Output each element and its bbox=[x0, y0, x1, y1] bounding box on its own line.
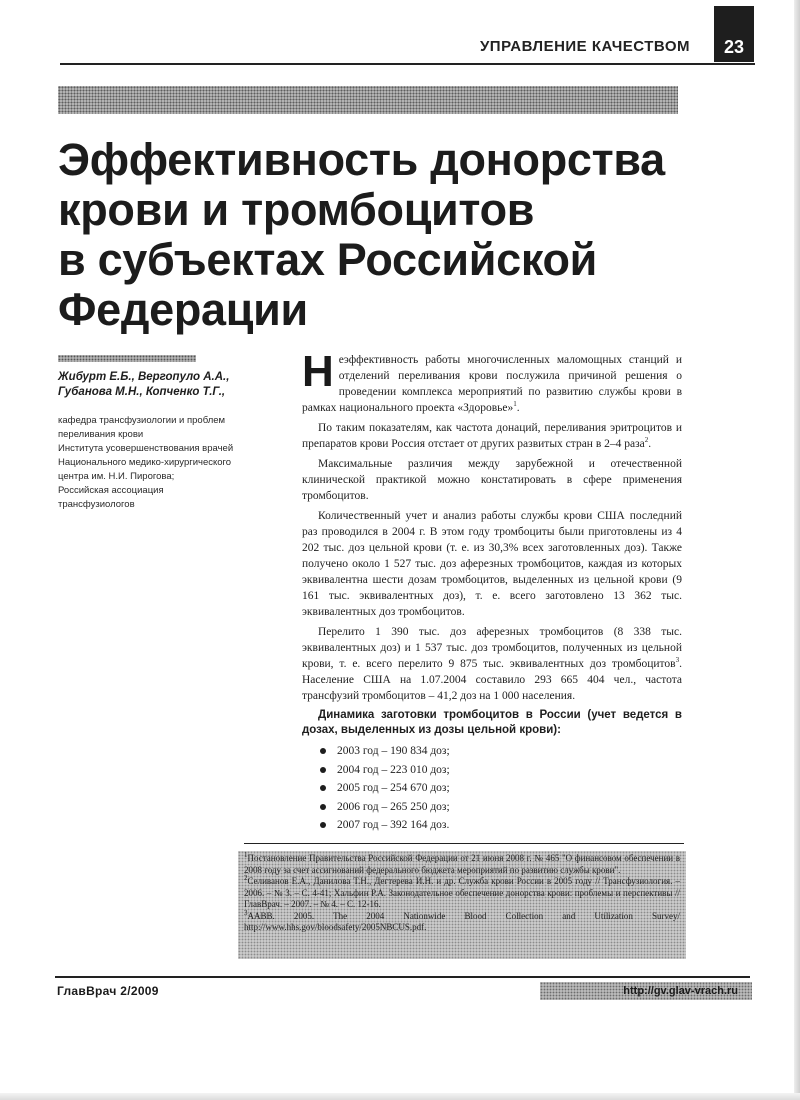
footnote-ref: 2 bbox=[644, 436, 649, 445]
footer-rule bbox=[55, 976, 750, 978]
page-number: 23 bbox=[714, 6, 754, 62]
author-halftone-band bbox=[58, 355, 196, 362]
dynamics-heading: Динамика заготовки тромбоцитов в России (учет ведется в дозах, выделенных из дозы цельной крови): bbox=[302, 709, 682, 736]
title-line: крови и тромбоцитов bbox=[58, 184, 535, 235]
affiliation-line: Российская ассоциация bbox=[58, 485, 164, 496]
affiliation-line: Национального медико-хирургического bbox=[58, 457, 232, 468]
body-paragraph: Количественный учет и анализ работы службы крови США последний раз проводился в 2004 г. В этом году тромбоциты были приготовлены из 4 202 тыс. доз цельной крови (т. е. из 30,3% всех заготовленных доз). Также получено около 1 527 тыс. доз аферезных тромбоцитов, каждая из которых эквивалентна шести дозам тромбоцитов, выделенных из цельной крови (9 161 тыс. эквивалентных доз), т. е. всего заготовлено 13 362 тыс. эквивалентных доз тромбоцитов. bbox=[302, 510, 682, 618]
footnote: $^1$Постановление Правительства Российской Федерации от 21 июня 2008 г. № 465 "О финансовом обеспечении в 2008 году за счет ассигнований федерального бюджета мероприятий по развитию службы крови". bbox=[244, 851, 680, 875]
footnotes bbox=[238, 851, 686, 959]
header-rule bbox=[60, 63, 755, 65]
footnote-rule bbox=[244, 843, 684, 844]
authors-line: Жибурт Е.Б., Вергопуло А.А., bbox=[58, 371, 230, 383]
footnote: $^2$Селиванов Е.А., Данилова Т.Н., Дегтерева И.Н. и др. Служба крови России в 2005 году // Трансфузиология. – 2006. – № 3. – С. 4-41; Хальфин Р.А. Законодательное обеспечение донорства крови: проблемы и перспективы // ГлавВрач. – 2007. – № 4. – С. 12-16. bbox=[244, 874, 680, 909]
affiliation-line: Института усовершенствования врачей bbox=[58, 443, 234, 454]
list-item: 2003 год – 190 834 доз; bbox=[320, 742, 682, 761]
authors-line: Губанова М.Н., Копченко Т.Г., bbox=[58, 385, 226, 398]
article-body bbox=[302, 347, 682, 835]
bullet-icon bbox=[320, 767, 326, 773]
article-title bbox=[58, 135, 698, 335]
bullet-icon bbox=[320, 785, 326, 791]
scan-edge bbox=[794, 0, 800, 1100]
drop-cap: Н bbox=[302, 347, 334, 396]
footnote-ref: 3 bbox=[675, 656, 680, 665]
body-paragraph: Максимальные различия между зарубежной и отечественной клинической практикой можно констатировать в сфере применения тромбоцитов. bbox=[302, 458, 682, 502]
list-item: 2005 год – 254 670 доз; bbox=[320, 779, 682, 798]
footnote: $^3$AABB. 2005. The 2004 Nationwide Blood Collection and Utilization Survey/ http://www.hhs.gov/bloodsafety/2005NBCUS.pdf. bbox=[244, 908, 680, 932]
list-item: 2006 год – 265 250 доз; bbox=[320, 798, 682, 817]
scan-edge bbox=[0, 1093, 800, 1100]
affiliation-line: трансфузиологов bbox=[58, 499, 135, 510]
title-line: Федерации bbox=[58, 284, 308, 335]
affiliation bbox=[58, 414, 273, 512]
journal-issue: ГлавВрач 2/2009 bbox=[57, 984, 159, 998]
title-line: Эффективность донорства bbox=[58, 134, 665, 185]
section-title: УПРАВЛЕНИЕ КАЧЕСТВОМ bbox=[479, 38, 690, 55]
journal-url-link[interactable]: http://gv.glav-vrach.ru bbox=[540, 982, 752, 1000]
body-paragraph: Перелито 1 390 тыс. доз аферезных тромбоцитов (8 338 тыс. эквивалентных доз) и 1 537 тыс. доз тромбоцитов, полученных из цельной крови, т. е. всего перелито 9 875 тыс. эквивалентных доз тромбоцитов$^3$. Население США на 1.07.2004 составило 293 665 404 чел., частота трансфузий тромбоцитов – 41,2 доз на 1 000 населения. bbox=[302, 626, 682, 702]
bullet-icon bbox=[320, 804, 326, 810]
affiliation-line: кафедра трансфузиологии и проблем bbox=[58, 415, 226, 426]
list-item: 2004 год – 223 010 доз; bbox=[320, 761, 682, 780]
bullet-icon bbox=[320, 748, 326, 754]
dynamics-list bbox=[302, 742, 682, 835]
authors bbox=[58, 370, 273, 399]
title-line: в субъектах Российской bbox=[58, 234, 598, 285]
bullet-icon bbox=[320, 822, 326, 828]
body-paragraph: По таким показателям, как частота донаций, переливания эритроцитов и препаратов крови Россия отстает от других развитых стран в 2–4 раза$^2$. bbox=[302, 422, 682, 450]
list-item: 2007 год – 392 164 доз. bbox=[320, 816, 682, 835]
body-paragraph: Неэффективность работы многочисленных маломощных станций и отделений переливания крови послужила причиной решения о проведении комплекса мероприятий по развитию службы крови в рамках национального проекта «Здоровье»$^1$. bbox=[302, 347, 682, 414]
decorative-halftone-band bbox=[58, 86, 678, 114]
footnote-ref: 1 bbox=[513, 400, 517, 409]
affiliation-line: центра им. Н.И. Пирогова; bbox=[58, 471, 175, 482]
affiliation-line: переливания крови bbox=[58, 429, 144, 440]
